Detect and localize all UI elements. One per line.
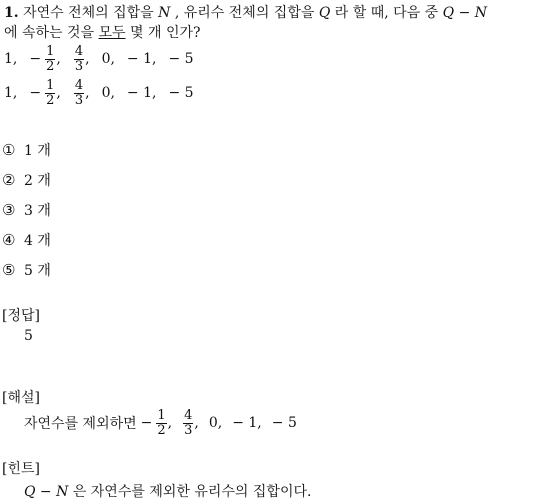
list-item-one: 1, [4, 51, 18, 67]
fraction-numerator: 4 [74, 43, 84, 59]
fraction-denominator: 3 [74, 58, 84, 74]
list-item-neg-five: − 5 [168, 51, 194, 67]
fraction-denominator: 3 [74, 92, 84, 108]
fraction-numerator: 4 [74, 77, 84, 93]
set-difference-expr: Q − N [24, 484, 69, 500]
choice-text: 4 개 [24, 233, 51, 249]
minus-sign: − [29, 85, 42, 101]
choice-4[interactable] [2, 230, 51, 250]
fraction-denominator: 2 [157, 422, 166, 438]
question-number: 1. [4, 5, 19, 21]
choice-3[interactable] [2, 200, 51, 220]
choice-5[interactable] [2, 260, 51, 280]
question-text-d: 에 속하는 것을 [4, 25, 95, 41]
choice-marker: ④ [2, 231, 16, 249]
fraction-numerator: 1 [157, 407, 166, 423]
set-n-symbol: N [158, 5, 171, 21]
fraction-numerator: 1 [46, 77, 55, 93]
question-text-b: , 유리수 전체의 집합을 [174, 5, 315, 21]
choice-text: 1 개 [24, 143, 51, 159]
choice-2[interactable] [2, 170, 51, 190]
explanation-body [24, 406, 297, 440]
question-line-2 [4, 22, 201, 42]
comma: , [56, 51, 61, 67]
fraction-four-thirds [74, 45, 84, 74]
fraction-denominator: 3 [184, 422, 193, 438]
hint-body [24, 481, 311, 501]
choice-text: 5 개 [24, 263, 51, 279]
underlined-word: 모두 [98, 25, 126, 41]
list-item-neg-five: − 5 [168, 85, 194, 101]
choice-text: 2 개 [24, 173, 51, 189]
choice-1[interactable] [2, 140, 51, 160]
list-item-neg-five: − 5 [271, 415, 297, 431]
fraction-one-half [45, 79, 55, 108]
fraction-denominator: 2 [46, 58, 55, 74]
question-text-a: 자연수 전체의 집합을 [23, 5, 154, 21]
comma: , [85, 85, 90, 101]
choice-marker: ② [2, 171, 16, 189]
question-text-e: 몇 개 인가? [130, 25, 201, 41]
choice-marker: ⑤ [2, 261, 16, 279]
fraction-one-half [45, 45, 55, 74]
list-item-neg-one: − 1, [126, 85, 157, 101]
minus-sign: − [140, 415, 153, 431]
list-item-zero: 0, [208, 415, 223, 431]
question-text-c: 라 할 때, 다음 중 [334, 5, 439, 21]
comma: , [56, 85, 61, 101]
hint-label: [힌트] [2, 461, 40, 477]
list-item-neg-one: − 1, [232, 415, 262, 431]
explanation-number-list [141, 409, 297, 438]
explanation-label: [해설] [2, 390, 40, 406]
fraction-denominator: 2 [46, 92, 55, 108]
comma: , [167, 415, 173, 431]
list-item-neg-one: − 1, [126, 51, 157, 67]
number-list-2 [4, 76, 194, 110]
number-list-1 [4, 42, 194, 76]
list-item-one: 1, [4, 85, 18, 101]
explanation-text: 자연수를 제외하면 [24, 416, 137, 432]
set-difference-expr: Q − N [442, 5, 487, 21]
choice-marker: ① [2, 141, 16, 159]
list-item-zero: 0, [101, 85, 115, 101]
fraction-four-thirds [74, 79, 84, 108]
fraction-one-half [156, 409, 166, 438]
hint-text: 은 자연수를 제외한 유리수의 집합이다. [72, 484, 312, 500]
list-item-zero: 0, [101, 51, 115, 67]
comma: , [194, 415, 199, 431]
fraction-four-thirds [183, 409, 193, 438]
fraction-numerator: 4 [184, 407, 193, 423]
minus-sign: − [29, 51, 42, 67]
answer-value: 5 [24, 328, 33, 344]
set-q-symbol: Q [318, 5, 331, 21]
answer-label: [정답] [2, 308, 40, 324]
question-line-1 [4, 2, 487, 22]
comma: , [85, 51, 90, 67]
choice-marker: ③ [2, 201, 16, 219]
fraction-numerator: 1 [46, 43, 55, 59]
choice-text: 3 개 [24, 203, 51, 219]
